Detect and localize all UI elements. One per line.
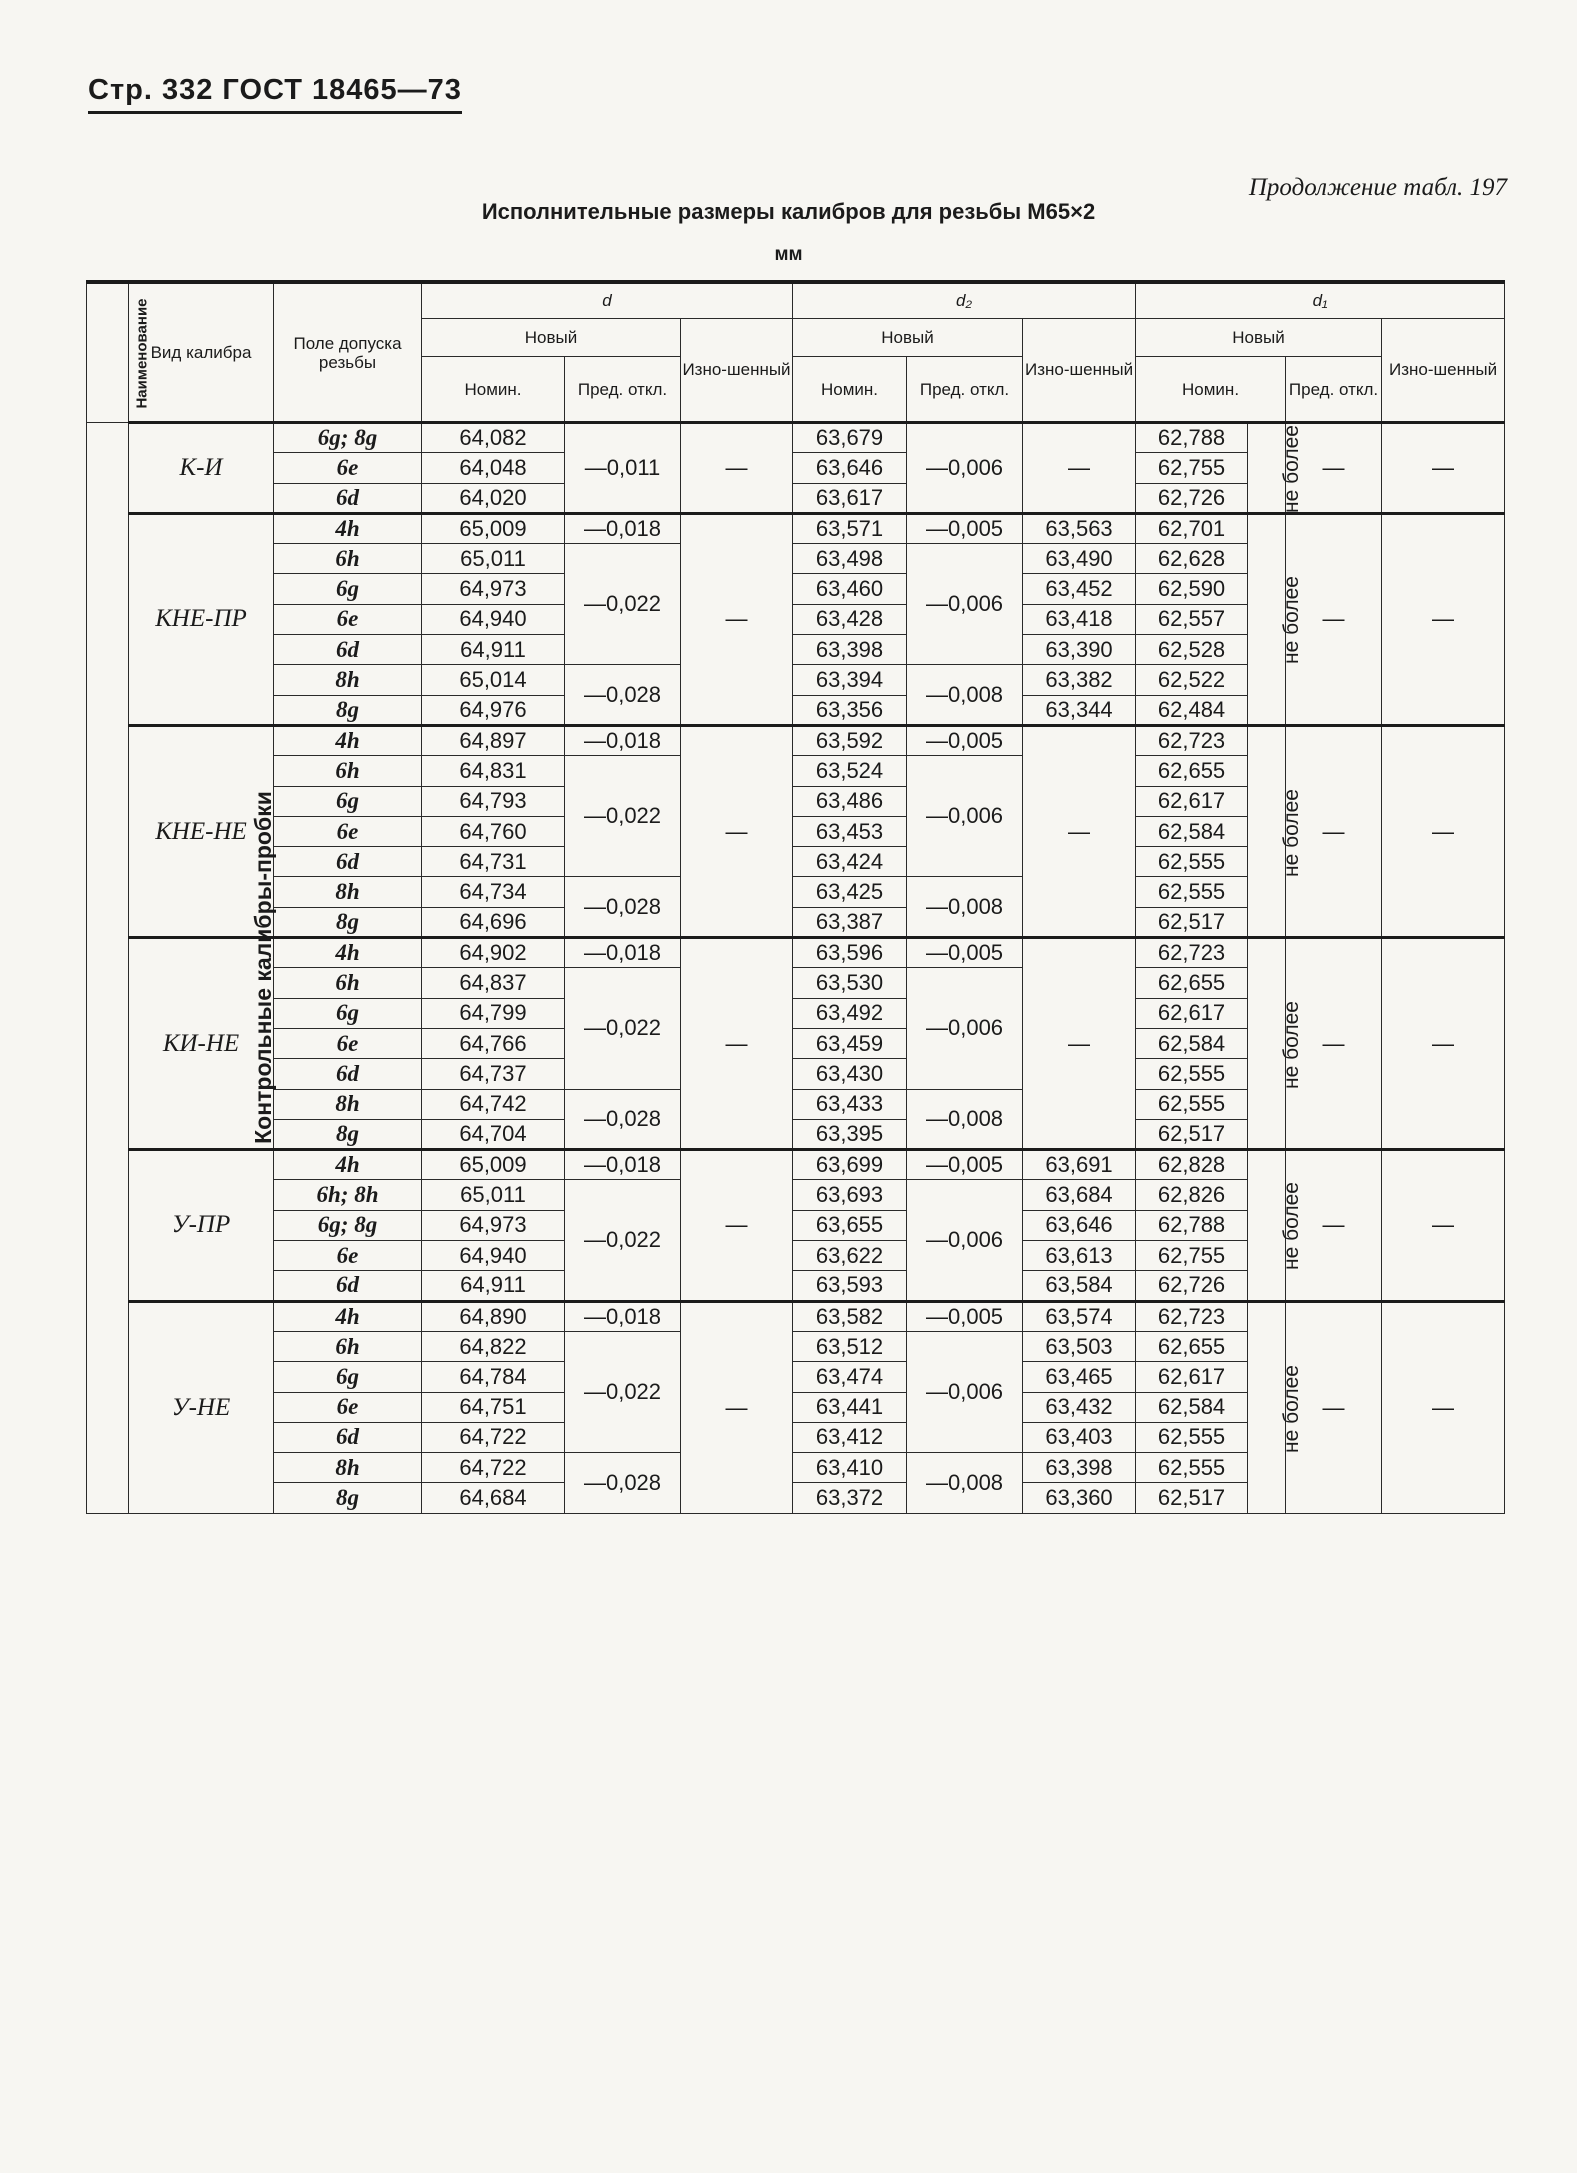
d1-nominal: 62,828 [1136,1150,1248,1180]
d1-nominal: 62,584 [1136,1028,1248,1058]
d-worn: — [681,725,793,937]
d2-nominal: 63,524 [793,756,907,786]
d1-nominal: 62,617 [1136,786,1248,816]
d1-nominal: 62,484 [1136,695,1248,725]
d1-nominal: 62,628 [1136,544,1248,574]
d2-nominal: 63,453 [793,816,907,846]
tolerance-field: 6d [274,483,422,513]
d-nominal: 64,766 [422,1028,565,1058]
d-nominal: 65,009 [422,513,565,543]
gauge-kind: КИ-НЕ [129,938,274,1150]
d2-nominal: 63,441 [793,1392,907,1422]
d2-worn: 63,360 [1023,1483,1136,1513]
header-d2-new: Новый [793,318,1023,357]
d2-deviation: —0,005 [907,513,1023,543]
d2-worn: — [1023,725,1136,937]
d1-worn: — [1382,513,1505,725]
header-d1: d₁ [1136,282,1505,318]
d1-nominal: 62,555 [1136,1089,1248,1119]
tolerance-field: 8g [274,695,422,725]
d1-nominal: 62,755 [1136,1241,1248,1271]
d-nominal: 64,696 [422,907,565,937]
d-nominal: 64,897 [422,725,565,755]
header-d-deviation: Пред. откл. [565,357,681,423]
d2-nominal: 63,693 [793,1180,907,1210]
d1-deviation: — [1286,513,1382,725]
d2-deviation: —0,006 [907,1331,1023,1452]
d1-deviation: — [1286,725,1382,937]
not-more-label: не более [1248,938,1286,1150]
d2-worn: 63,382 [1023,665,1136,695]
table-row [87,1301,1505,1331]
tolerance-field: 4h [274,1301,422,1331]
d2-worn: 63,684 [1023,1180,1136,1210]
d-nominal: 64,784 [422,1362,565,1392]
header-d: d [422,282,793,318]
d-nominal: 64,751 [422,1392,565,1422]
d2-nominal: 63,592 [793,725,907,755]
d1-worn: — [1382,1301,1505,1513]
d-nominal: 64,082 [422,423,565,453]
header-d2-worn: Изно-шенный [1023,318,1136,423]
tolerance-field: 6d [274,1059,422,1089]
d-nominal: 64,911 [422,1271,565,1301]
tolerance-field: 6d [274,635,422,665]
d2-deviation: —0,006 [907,423,1023,514]
table-header [87,282,1505,423]
d-deviation: —0,022 [565,1331,681,1452]
tolerance-field: 8g [274,907,422,937]
d1-nominal: 62,517 [1136,1483,1248,1513]
tolerance-field: 6e [274,1392,422,1422]
d2-worn: 63,584 [1023,1271,1136,1301]
d2-deviation: —0,006 [907,756,1023,877]
tolerance-field: 8g [274,1119,422,1149]
d-worn: — [681,513,793,725]
d2-nominal: 63,593 [793,1271,907,1301]
header-d2-nominal: Номин. [793,357,907,423]
d-worn: — [681,938,793,1150]
d2-worn: 63,432 [1023,1392,1136,1422]
d1-nominal: 62,555 [1136,1422,1248,1452]
d-nominal: 65,011 [422,544,565,574]
table-row [87,938,1505,968]
gauge-kind: У-НЕ [129,1301,274,1513]
d2-nominal: 63,412 [793,1422,907,1452]
d2-nominal: 63,474 [793,1362,907,1392]
d-nominal: 64,831 [422,756,565,786]
d-deviation: —0,022 [565,544,681,665]
d-deviation: —0,028 [565,665,681,726]
d-nominal: 65,011 [422,1180,565,1210]
d2-nominal: 63,699 [793,1150,907,1180]
d2-worn: 63,574 [1023,1301,1136,1331]
d2-nominal: 63,530 [793,968,907,998]
not-more-label: не более [1248,725,1286,937]
d2-worn: 63,646 [1023,1210,1136,1240]
d2-nominal: 63,492 [793,998,907,1028]
tolerance-field: 6g [274,786,422,816]
d2-worn: 63,613 [1023,1241,1136,1271]
d2-nominal: 63,459 [793,1028,907,1058]
row-group-name: Контрольные калибры-пробки [87,423,129,1514]
d1-nominal: 62,788 [1136,1210,1248,1240]
d2-deviation: —0,008 [907,1453,1023,1514]
d-nominal: 64,822 [422,1331,565,1361]
tolerance-field: 6d [274,1422,422,1452]
not-more-label: не более [1248,1150,1286,1301]
d2-worn: — [1023,423,1136,514]
d-nominal: 64,760 [422,816,565,846]
d-worn: — [681,1150,793,1301]
tolerance-field: 6d [274,847,422,877]
gauge-kind: У-ПР [129,1150,274,1301]
tolerance-field: 6h [274,544,422,574]
d-nominal: 64,793 [422,786,565,816]
tolerance-field: 4h [274,513,422,543]
d2-nominal: 63,582 [793,1301,907,1331]
d-nominal: 64,734 [422,877,565,907]
d2-nominal: 63,486 [793,786,907,816]
d1-deviation: — [1286,938,1382,1150]
d2-nominal: 63,425 [793,877,907,907]
d-nominal: 64,731 [422,847,565,877]
not-more-label: не более [1248,423,1286,514]
d2-deviation: —0,008 [907,1089,1023,1150]
d1-worn: — [1382,938,1505,1150]
d2-nominal: 63,394 [793,665,907,695]
table-row [87,423,1505,453]
d-deviation: —0,018 [565,938,681,968]
d1-nominal: 62,723 [1136,938,1248,968]
d1-nominal: 62,590 [1136,574,1248,604]
d2-worn: 63,452 [1023,574,1136,604]
d-deviation: —0,028 [565,1453,681,1514]
table-row [87,1150,1505,1180]
not-more-label: не более [1248,1301,1286,1513]
d2-nominal: 63,646 [793,453,907,483]
d1-deviation: — [1286,423,1382,514]
d-deviation: —0,028 [565,1089,681,1150]
d2-deviation: —0,005 [907,938,1023,968]
d2-nominal: 63,410 [793,1453,907,1483]
tolerance-field: 8h [274,665,422,695]
d1-deviation: — [1286,1150,1382,1301]
d-nominal: 64,837 [422,968,565,998]
d2-deviation: —0,006 [907,1180,1023,1301]
d1-nominal: 62,517 [1136,1119,1248,1149]
d2-nominal: 63,655 [793,1210,907,1240]
tolerance-field: 6g; 8g [274,423,422,453]
d-nominal: 64,799 [422,998,565,1028]
d-nominal: 65,009 [422,1150,565,1180]
d2-deviation: —0,008 [907,877,1023,938]
d2-nominal: 63,372 [793,1483,907,1513]
continuation-label: Продолжение табл. 197 [1248,174,1507,201]
tolerance-field: 6g [274,574,422,604]
not-more-label: не более [1248,513,1286,725]
d2-worn: 63,503 [1023,1331,1136,1361]
tolerance-field: 6e [274,1241,422,1271]
gauge-kind: КНЕ-ПР [129,513,274,725]
d1-worn: — [1382,1150,1505,1301]
d2-worn: 63,344 [1023,695,1136,725]
d-deviation: —0,018 [565,1301,681,1331]
d1-worn: — [1382,423,1505,514]
tolerance-field: 8g [274,1483,422,1513]
tolerance-field: 6e [274,1028,422,1058]
d2-nominal: 63,356 [793,695,907,725]
d2-nominal: 63,617 [793,483,907,513]
tolerance-field: 6d [274,1271,422,1301]
d-deviation: —0,011 [565,423,681,514]
d1-nominal: 62,726 [1136,483,1248,513]
d1-nominal: 62,584 [1136,1392,1248,1422]
tolerance-field: 6g [274,1362,422,1392]
table-row [87,513,1505,543]
d1-nominal: 62,655 [1136,756,1248,786]
d-deviation: —0,022 [565,1180,681,1301]
d-nominal: 65,014 [422,665,565,695]
d2-deviation: —0,008 [907,665,1023,726]
d-nominal: 64,940 [422,604,565,634]
tolerance-field: 6e [274,604,422,634]
tolerance-field: 8h [274,877,422,907]
header-d1-nominal: Номин. [1136,357,1286,423]
d2-nominal: 63,679 [793,423,907,453]
d2-deviation: —0,005 [907,1150,1023,1180]
d1-nominal: 62,584 [1136,816,1248,846]
header-d1-new: Новый [1136,318,1382,357]
d1-deviation: — [1286,1301,1382,1513]
header-d1-deviation: Пред. откл. [1286,357,1382,423]
d2-nominal: 63,498 [793,544,907,574]
d1-nominal: 62,788 [1136,423,1248,453]
d2-deviation: —0,006 [907,968,1023,1089]
d-nominal: 64,704 [422,1119,565,1149]
d-nominal: 64,911 [422,635,565,665]
d2-worn: — [1023,938,1136,1150]
d1-nominal: 62,617 [1136,998,1248,1028]
d1-nominal: 62,555 [1136,877,1248,907]
d-nominal: 64,902 [422,938,565,968]
d-deviation: —0,018 [565,513,681,543]
d2-worn: 63,403 [1023,1422,1136,1452]
d2-nominal: 63,460 [793,574,907,604]
d-deviation: —0,022 [565,968,681,1089]
d1-nominal: 62,555 [1136,1453,1248,1483]
d2-worn: 63,390 [1023,635,1136,665]
d-nominal: 64,722 [422,1453,565,1483]
d1-nominal: 62,517 [1136,907,1248,937]
page-header: Стр. 332 ГОСТ 18465—73 [88,74,462,114]
header-name: Наименование [87,282,129,423]
d-deviation: —0,022 [565,756,681,877]
d2-nominal: 63,387 [793,907,907,937]
d-deviation: —0,028 [565,877,681,938]
d2-deviation: —0,005 [907,1301,1023,1331]
gauge-kind: К-И [129,423,274,514]
d2-nominal: 63,395 [793,1119,907,1149]
header-d-new: Новый [422,318,681,357]
gauge-kind: КНЕ-НЕ [129,725,274,937]
d-nominal: 64,722 [422,1422,565,1452]
d-nominal: 64,973 [422,1210,565,1240]
d2-worn: 63,691 [1023,1150,1136,1180]
tolerance-field: 6h [274,968,422,998]
d1-nominal: 62,617 [1136,1362,1248,1392]
header-d2-deviation: Пред. откл. [907,357,1023,423]
d2-deviation: —0,006 [907,544,1023,665]
d1-nominal: 62,755 [1136,453,1248,483]
d-nominal: 64,048 [422,453,565,483]
header-kind: Вид калибра [129,282,274,423]
gauge-dimensions-table [86,280,1505,1514]
d1-nominal: 62,826 [1136,1180,1248,1210]
tolerance-field: 4h [274,938,422,968]
table-row [87,725,1505,755]
tolerance-field: 6g; 8g [274,1210,422,1240]
tolerance-field: 8h [274,1089,422,1119]
tolerance-field: 6e [274,816,422,846]
d2-nominal: 63,398 [793,635,907,665]
d2-nominal: 63,430 [793,1059,907,1089]
d2-nominal: 63,424 [793,847,907,877]
d1-nominal: 62,723 [1136,725,1248,755]
d2-worn: 63,418 [1023,604,1136,634]
d1-nominal: 62,655 [1136,1331,1248,1361]
header-d2: d₂ [793,282,1136,318]
tolerance-field: 8h [274,1453,422,1483]
tolerance-field: 4h [274,1150,422,1180]
d2-nominal: 63,512 [793,1331,907,1361]
d2-deviation: —0,005 [907,725,1023,755]
d-deviation: —0,018 [565,725,681,755]
d1-nominal: 62,522 [1136,665,1248,695]
d-deviation: —0,018 [565,1150,681,1180]
tolerance-field: 6h; 8h [274,1180,422,1210]
d-worn: — [681,423,793,514]
d1-nominal: 62,528 [1136,635,1248,665]
d2-worn: 63,465 [1023,1362,1136,1392]
header-d-nominal: Номин. [422,357,565,423]
d2-nominal: 63,433 [793,1089,907,1119]
tolerance-field: 6g [274,998,422,1028]
header-d-worn: Изно-шенный [681,318,793,423]
d-nominal: 64,684 [422,1483,565,1513]
d1-nominal: 62,655 [1136,968,1248,998]
d1-worn: — [1382,725,1505,937]
d1-nominal: 62,555 [1136,1059,1248,1089]
d2-nominal: 63,571 [793,513,907,543]
d2-worn: 63,490 [1023,544,1136,574]
table-title: Исполнительные размеры калибров для резьбы М65×2 [481,199,1096,224]
d2-nominal: 63,596 [793,938,907,968]
tolerance-field: 6h [274,756,422,786]
d-nominal: 64,742 [422,1089,565,1119]
d2-worn: 63,398 [1023,1453,1136,1483]
d-nominal: 64,020 [422,483,565,513]
units-label: мм [774,244,803,265]
table-body [87,423,1505,1514]
tolerance-field: 4h [274,725,422,755]
d-nominal: 64,940 [422,1241,565,1271]
tolerance-field: 6e [274,453,422,483]
d1-nominal: 62,723 [1136,1301,1248,1331]
d2-nominal: 63,428 [793,604,907,634]
d-nominal: 64,973 [422,574,565,604]
d1-nominal: 62,701 [1136,513,1248,543]
header-field: Поле допуска резьбы [274,282,422,423]
d-worn: — [681,1301,793,1513]
d-nominal: 64,890 [422,1301,565,1331]
d-nominal: 64,737 [422,1059,565,1089]
d1-nominal: 62,555 [1136,847,1248,877]
header-d1-worn: Изно-шенный [1382,318,1505,423]
d-nominal: 64,976 [422,695,565,725]
d1-nominal: 62,726 [1136,1271,1248,1301]
d2-nominal: 63,622 [793,1241,907,1271]
tolerance-field: 6h [274,1331,422,1361]
d2-worn: 63,563 [1023,513,1136,543]
d1-nominal: 62,557 [1136,604,1248,634]
